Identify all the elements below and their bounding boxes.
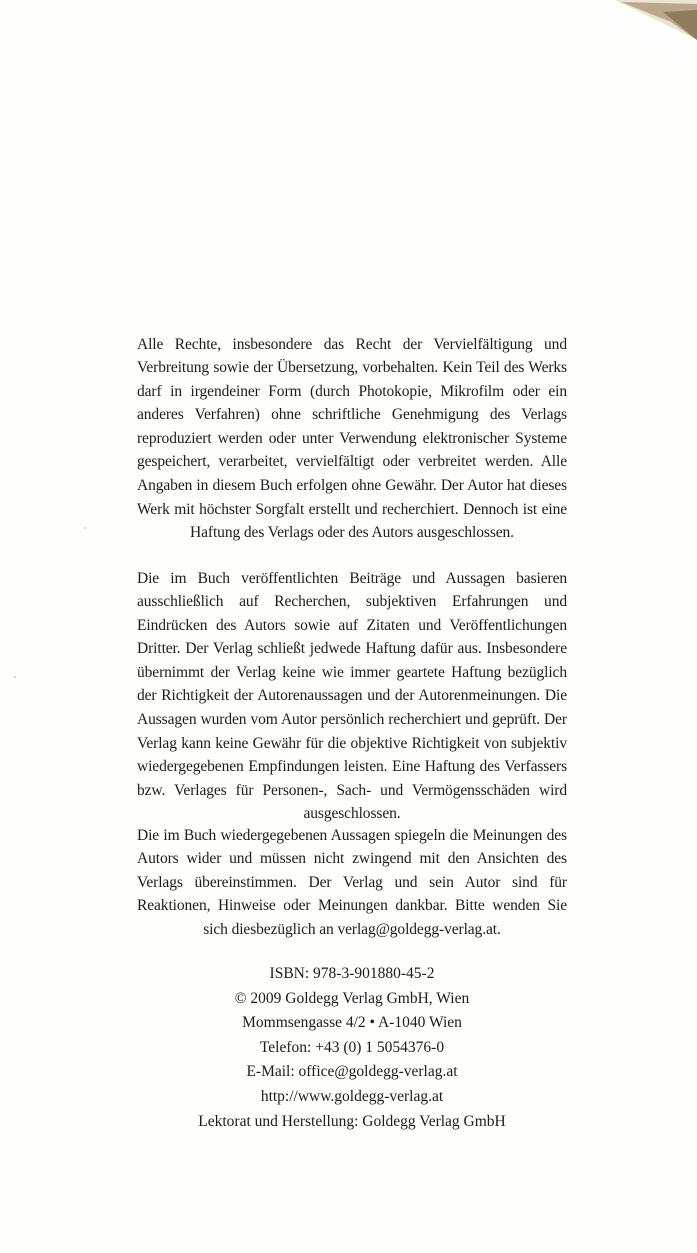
website-line: http://www.goldegg-verlag.at [260, 1087, 444, 1105]
isbn-line: ISBN: 978-3-901880-45-2 [269, 965, 435, 982]
publisher-imprint [137, 962, 567, 1134]
paper-speck [84, 527, 86, 529]
rights-paragraph: Alle Rechte, insbesondere das Recht der Vervielfältigung und Verbreitung sowie der Übersetzung, vorbehalten. Kein Teil des Werks darf in irgendeiner Form (durch Photokopie, Mikrofilm oder ein anderes Verfahren) ohne schriftliche Genehmigung des Verlags reproduziert werden oder unter Verwendung elektronischer Systeme gespeichert, verarbeitet, vervielfältigt oder verbreitet werden. Alle Angaben in diesem Buch erfolgen ohne Gewähr. Der Autor hat dieses Werk mit höchster Sorgfalt erstellt und recherchiert. Dennoch ist eine Haftung des Verlags oder des Autors ausgeschlossen. [137, 335, 567, 542]
address-line: Mommsengasse 4/2 • A-1040 Wien [242, 1014, 462, 1032]
paper-speck [14, 676, 16, 678]
liability-paragraph: Die im Buch veröffentlichten Beiträge und Aussagen basieren ausschließlich auf Recherchen, subjektiven Erfahrungen und Eindrücken des Autors sowie auf Zitaten und Veröffentlichungen Dritter. Der Verlag schließt jedwede Haftung dafür aus. Insbesondere übernimmt der Verlag keine wie immer geartete Haftung bezüglich der Richtigkeit der Autorenaussagen und der Autorenmeinungen. Die Aussagen wurden vom Autor persönlich recherchiert und geprüft. Der Verlag kann keine Gewähr für die objektive Richtigkeit von subjektiv wiedergegebenen Empfindungen leisten. Eine Haftung des Verfassers bzw. Verlages für Personen-, Sach- und Vermögensschäden wird ausgeschlossen. [137, 569, 567, 823]
production-line: Lektorat und Herstellung: Goldegg Verlag GmbH [198, 1112, 506, 1130]
email-line: E-Mail: office@goldegg-verlag.at [246, 1063, 458, 1081]
phone-line: Telefon: +43 (0) 1 5054376-0 [259, 1038, 445, 1056]
opinion-paragraph: Die im Buch wiedergegebenen Aussagen spiegeln die Meinungen des Autors wider und müssen nicht zwingend mit den Ansichten des Verlags übereinstimmen. Der Verlag und sein Autor sind für Reaktionen, Hinweise oder Meinungen dankbar. Bitte wenden Sie sich diesbezüglich an verlag@goldegg-verlag.at. [137, 826, 567, 938]
page-corner-fold [615, 0, 697, 40]
copyright-line: © 2009 Goldegg Verlag GmbH, Wien [234, 989, 470, 1007]
